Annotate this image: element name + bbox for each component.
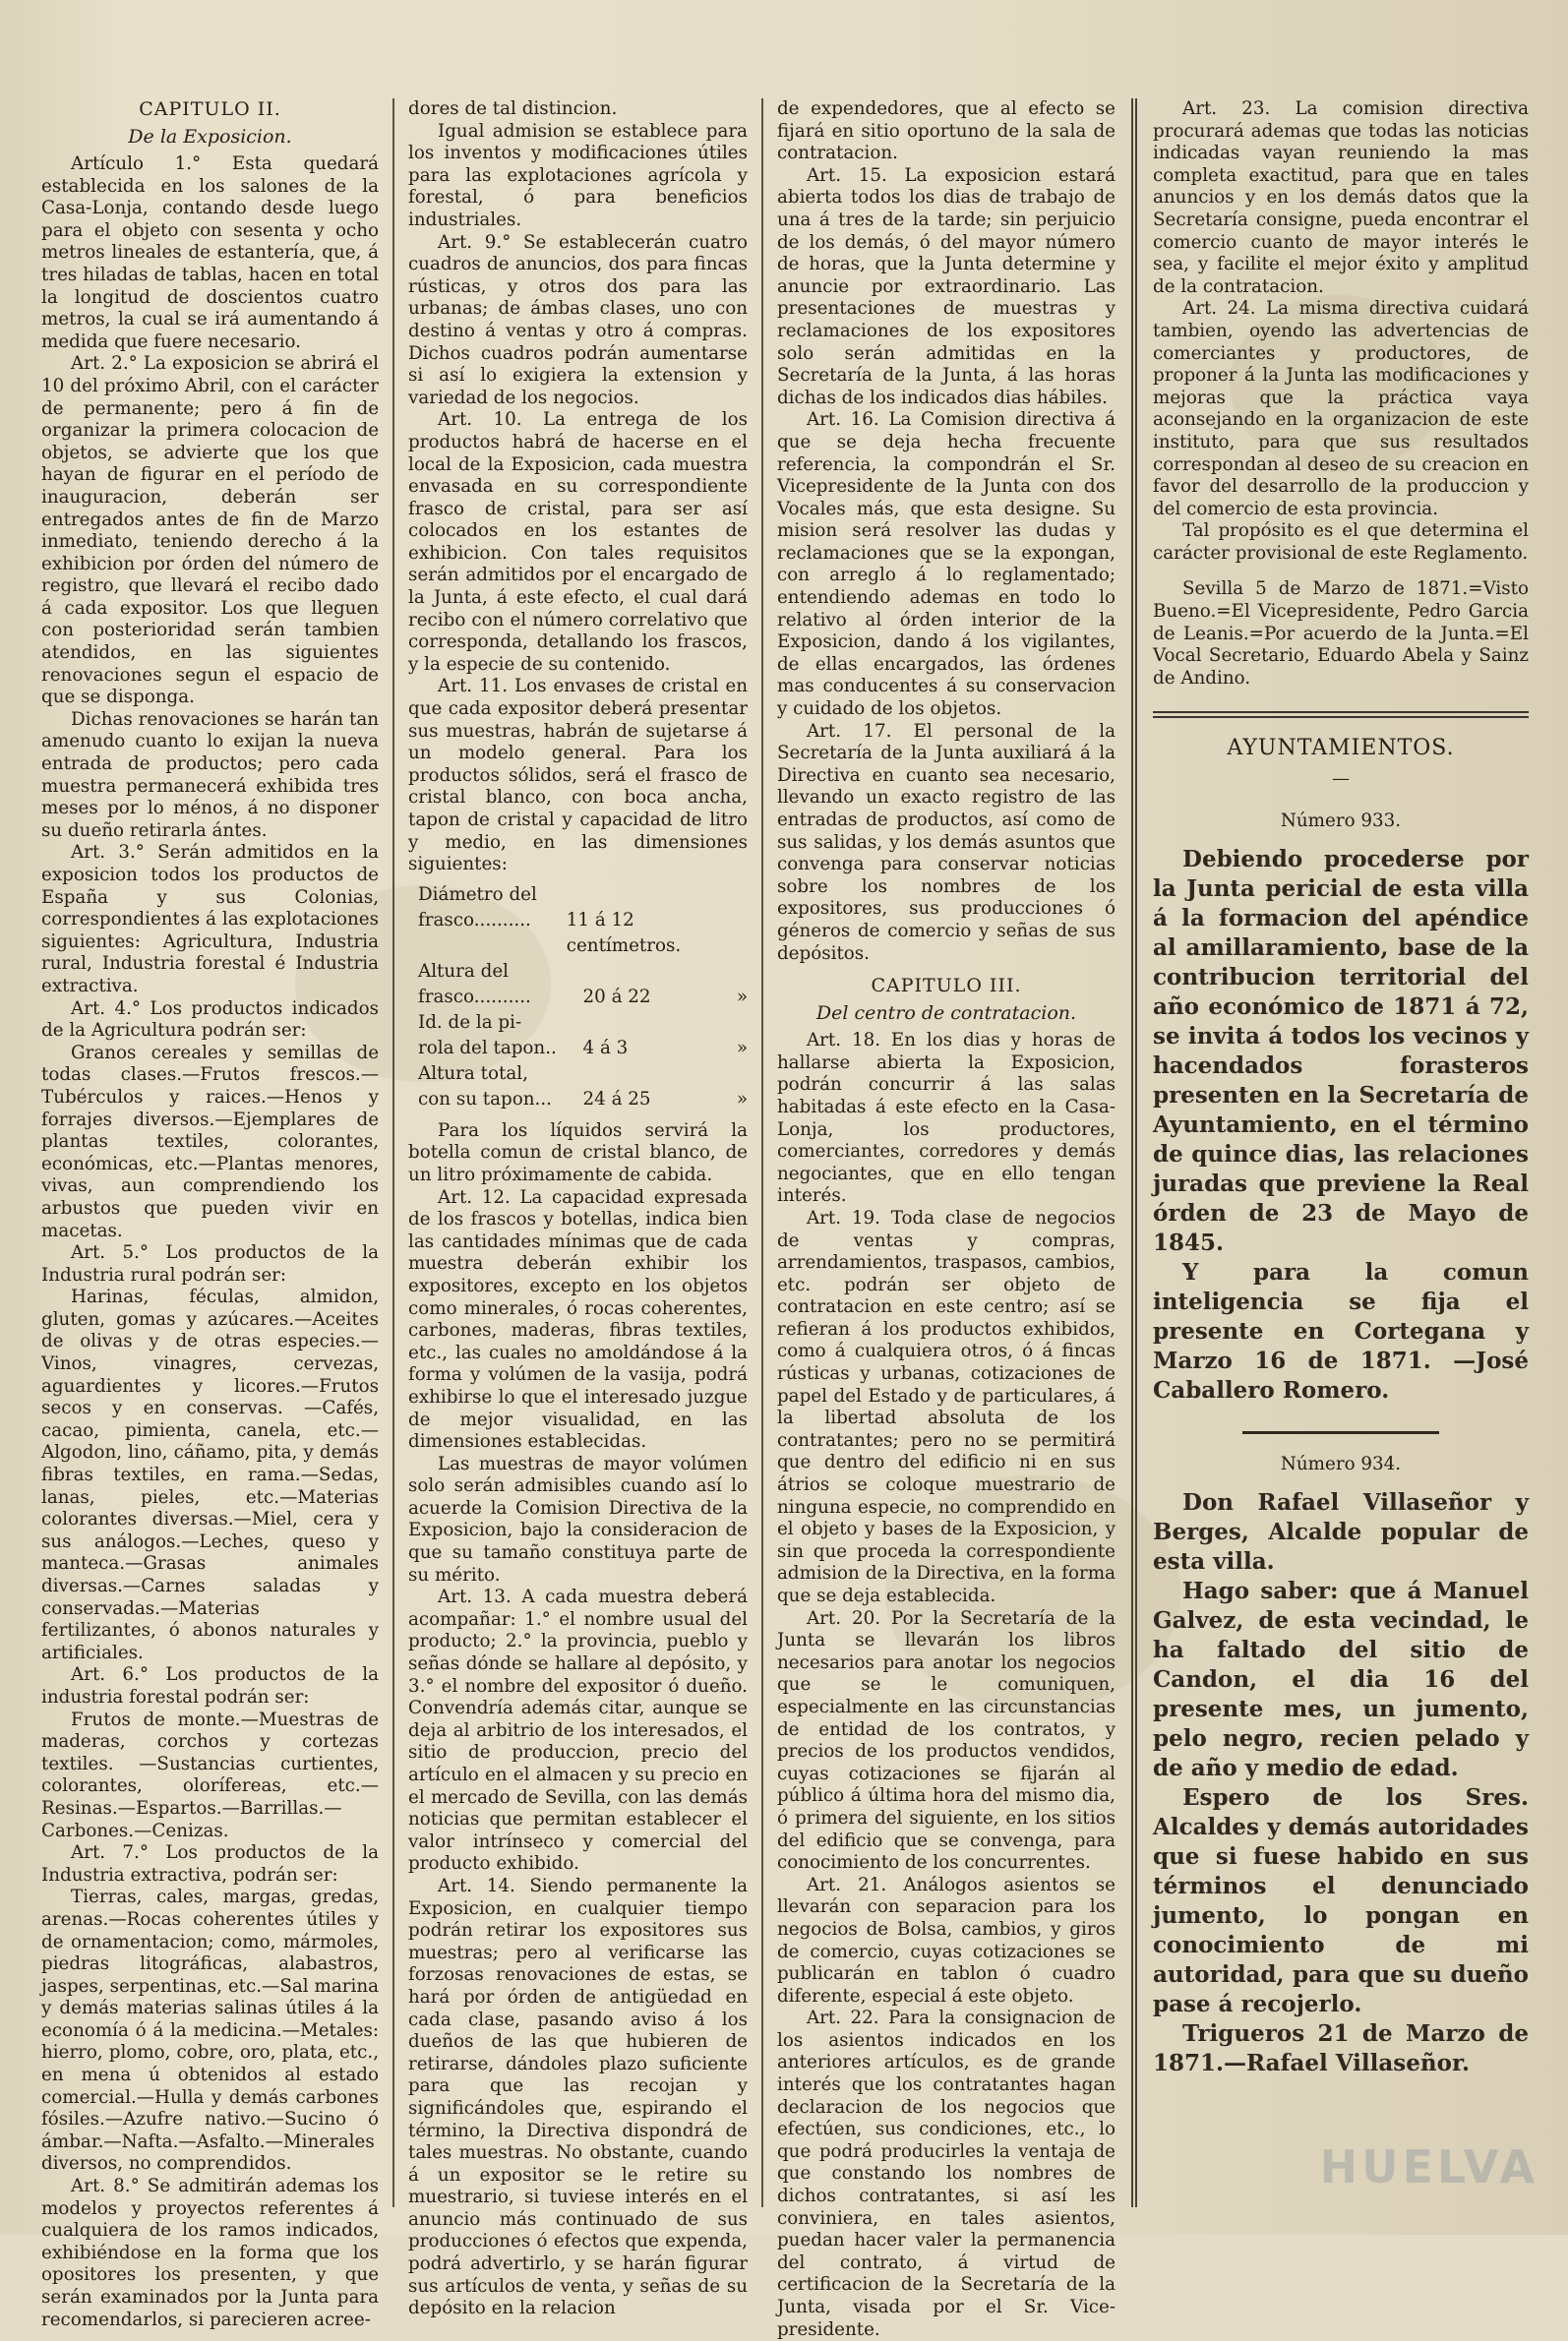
dimension-label: Id. de la pi-: [418, 1011, 522, 1033]
dimension-row: [418, 1036, 748, 1061]
article-paragraph: Las muestras de mayor volúmen solo serán admisibles cuando así lo acuerde la Comision Directiva de la Exposicion, bajo la consideracion de que su tamaño constituya parte de su mérito.: [408, 1453, 748, 1586]
notice-paragraph: Hago saber: que á Manuel Galvez, de esta vecindad, le ha faltado del sitio de Candon, el dia 16 del presente mes, un jumento, pelo negro, recien pelado y de año y medio de edad.: [1153, 1578, 1529, 1782]
article-paragraph: Art. 11. Los envases de cristal en que cada expositor deberá presentar sus muestras, habrán de sujetarse á un modelo general. Para los productos sólidos, será el frasco de cristal blanco, con boca ancha, tapon de cristal y capacidad de litro y medio, en las dimensiones siguientes:: [408, 676, 748, 875]
article-paragraph: Art. 19. Toda clase de negocios de ventas y compras, arrendamientos, traspasos, cambios, etc. podrán ser objeto de contratacion en este centro; así se refieran á los productos exhibidos, como á cualquiera otros, ó á fincas rústicas y urbanas, cotizaciones de papel del Estado y de particulares, á la libertad absoluta de los contratantes; pero no se permitirá que dentro del edificio ni en sus átrios se coloque muestrario de ninguna especie, no comprendido en el objeto y bases de la Exposicion, y sin que proceda la correspondiente admision de la Directiva, en la forma que se deja establecida.: [776, 1207, 1116, 1606]
dimension-row: [418, 908, 748, 959]
notice-number: Número 933.: [1280, 810, 1402, 832]
column-3: [763, 98, 1129, 2340]
article-paragraph: Art. 8.° Se admitirán ademas los modelos y proyectos referentes á cualquiera de los ramos indicados, exhibiéndose en la forma que los opositores los presenten, y que serán examinados por la Junta para recomendarlos, si parecieren acree-: [41, 2176, 380, 2330]
section-double-rule: [1131, 98, 1137, 2207]
left-columns: [28, 98, 1129, 2340]
chapter-iii-subtitle: Del centro de contratacion.: [815, 1002, 1077, 1025]
column-4: [1141, 98, 1540, 2207]
dimension-label: Altura total,: [418, 1062, 528, 1084]
chapter-ii-subtitle: De la Exposicion.: [128, 126, 292, 148]
article-paragraph: Art. 9.° Se establecerán cuatro cuadros de anuncios, dos para fincas rústicas, y otros dos para las urbanas; de ámbas clases, uno con destino á ventas y otro á compras. Dichos cuadros podrán aumentarse si así lo exigiera la extension y variedad de los negocios.: [408, 231, 748, 408]
article-paragraph: Art. 18. En los dias y horas de hallarse abierta la Exposicion, podrán concurrir á las salas habitadas á este efecto en la Casa-Lonja, los productores, comerciantes, corredores y demás negociantes, que en ello tengan interés.: [776, 1030, 1116, 1207]
dimension-label: Altura del: [418, 960, 509, 982]
article-paragraph: Art. 6.° Los productos de la industria forestal podrán ser:: [41, 1664, 380, 1708]
article-paragraph: Tal propósito es el que determina el carácter provisional de este Reglamento.: [1153, 520, 1529, 564]
article-paragraph: Art. 2.° La exposicion se abrirá el 10 del próximo Abril, con el carácter de permanente; pero á fin de organizar la primera colocacion de objetos, se advierte que los que hayan de figurar en el período de inauguracion, deberán ser entregados antes de fin de Marzo inmediato, teniendo derecho á la exhibicion por órden del número de registro, que llevará el recibo dado á cada expositor. Los que lleguen con posterioridad serán tambien atendidos, en las siguientes renovaciones segun el espacio de que se disponga.: [41, 353, 380, 708]
article-paragraph: Art. 21. Análogos asientos se llevarán con separacion para los negocios de Bolsa, cambios, y giros de comercio, cuyas cotizaciones se publicarán en tablon ó cuadro diferente, especial á este objeto.: [776, 1874, 1116, 2007]
article-paragraph: Art. 4.° Los productos indicados de la Agricultura podrán ser:: [41, 997, 380, 1042]
notice-number: Número 934.: [1280, 1454, 1402, 1475]
article-paragraph: Harinas, féculas, almidon, gluten, gomas y azúcares.—Aceites de olivas y de otras especies.—Vinos, vinagres, cervezas, aguardientes y licores.—Frutos secos y en conservas. —Cafés, cacao, pimienta, canela, etc.—Algodon, lino, cáñamo, pita, y demás fibras textiles, en rama.—Sedas, lanas, pieles, etc.—Materias colorantes diversas.—Miel, cera y sus análogos.—Leches, queso y manteca.—Grasas animales diversas.—Carnes saladas y conservadas.—Materias fertilizantes, ó abonos naturales y artificiales.: [41, 1287, 380, 1663]
article-paragraph: Art. 16. La Comision directiva á que se deja hecha frecuente referencia, la compondrán el Sr. Vicepresidente de la Junta con dos Vocales más, que esta designe. Su mision será resolver las dudas y reclamaciones que se la expongan, con arreglo á lo reglamentado; entendiendo ademas en todo lo relativo al órden interior de la Exposicion, dando á los vigilantes, de ellas encargados, las órdenes mas conducentes á su conservacion y cuidado de los objetos.: [776, 409, 1116, 720]
dimension-row: [418, 1010, 748, 1036]
dimension-label: Diámetro del: [418, 883, 537, 905]
dimension-ditto: »: [736, 1037, 748, 1058]
chapter-iii-title: CAPITULO III.: [871, 975, 1022, 997]
dimension-ditto: »: [736, 986, 748, 1007]
notice-divider: [1242, 1431, 1439, 1434]
library-watermark-stamp: HUELVA: [1319, 2140, 1538, 2193]
article-paragraph: de expendedores, que al efecto se fijará en sitio oportuno de la sala de contratacion.: [776, 98, 1116, 164]
dimension-row: [418, 882, 748, 908]
dimension-ditto: [720, 1010, 748, 1036]
dimension-ditto: [720, 959, 748, 985]
article-paragraph: Art. 13. A cada muestra deberá acompañar: 1.° el nombre usual del producto; 2.° la provincia, pueblo y señas dónde se hallare al depósito, y 3.° el nombre del expositor ó dueño. Convendría además citar, aunque se deja al arbitrio de los interesados, el sitio de produccion, precio del artículo en el almacen y su precio en el mercado de Sevilla, con las demás noticias que permitan establecer el valor intrínseco y comercial del producto exhibido.: [408, 1587, 748, 1875]
column-2: [394, 98, 761, 2319]
dimension-value: [583, 959, 721, 985]
article-paragraph: Art. 3.° Serán admitidos en la exposicion todos los productos de España y sus Colonias, correspondientes á las explotaciones siguientes: Agricultura, Industria rural, Industria forestal é Industria extractiva.: [41, 842, 380, 996]
dimension-value: 20 á 22: [582, 986, 651, 1007]
notice-paragraph: Y para la comun inteligencia se fija el presente en Cortegana y Marzo 16 de 1871. —José Caballero Romero.: [1153, 1259, 1529, 1405]
article-paragraph: Art. 5.° Los productos de la Industria rural podrán ser:: [41, 1242, 380, 1286]
section-divider: [1153, 711, 1529, 718]
article-paragraph: Art. 20. Por la Secretaría de la Junta se llevarán los libros necesarios para anotar los negocios que se le comuniquen, especialmente en las circunstancias de entidad de los contratos, y precios de los productos vendidos, cuyas cotizaciones se fijarán al público á última hora del mismo dia, ó primera del siguiente, en los sitios del edificio que se convenga, para conocimiento de los concurrentes.: [776, 1607, 1116, 1874]
article-paragraph: Granos cereales y semillas de todas clases.—Frutos frescos.—Tubérculos y raices.—Henos y forrajes diversos.—Ejemplares de plantas textiles, colorantes, económicas, etc.—Plantas menores, vivas, aun comprendiendo los arbustos que pueden vivir en macetas.: [41, 1042, 380, 1241]
article-paragraph: Art. 22. Para la consignacion de los asientos indicados en los anteriores artículos, es de grande interés que los contratantes hagan declaracion de los negocios que efectúen, sus condiciones, etc., lo que podrá producirles la ventaja de que constando los nombres de dichos contratantes, si así les conviniera, en tales asientos, puedan hacer valer la permanencia del contrato, á virtud de certificacion de la Secretaría de la Junta, visada por el Sr. Vice-presidente.: [776, 2008, 1116, 2340]
article-paragraph: Igual admision se establece para los inventos y modificaciones útiles para las explotaciones agrícola y forestal, ó para beneficios industriales.: [408, 120, 748, 230]
dimension-label: frasco..........: [418, 986, 531, 1007]
article-paragraph: Para los líquidos servirá la botella comun de cristal blanco, de un litro próximamente de cabida.: [408, 1119, 748, 1185]
dimension-label: rola del tapon..: [418, 1037, 557, 1058]
article-paragraph: Art. 12. La capacidad expresada de los frascos y botellas, indica bien las cantidades mínimas que de cada muestra deberán exhibir los expositores, excepto en los objetos como minerales, ó rocas coherentes, carbones, maderas, fibras textiles, etc., las cuales no amoldándose á la forma y volúmen de la vasija, podrá exhibirse lo que el interesado juzgue de mejor visualidad, en las dimensiones establecidas.: [408, 1186, 748, 1453]
article-paragraph: Tierras, cales, margas, gredas, arenas.—Rocas coherentes útiles y de ornamentacion; como, mármoles, piedras litográficas, alabastros, jaspes, serpentinas, etc.—Sal marina y demás materias salinas útiles á la economía ó á la medicina.—Metales: hierro, plomo, cobre, oro, plata, etc., en mena ú obtenidos al estado comercial.—Hulla y demás carbones fósiles.—Azufre nativo.—Sucino ó ámbar.—Nafta.—Asfalto.—Minerales diversos, no comprendidos.: [41, 1887, 380, 2175]
notice-paragraph: Don Rafael Villaseñor y Berges, Alcalde popular de esta villa.: [1153, 1489, 1529, 1576]
dimension-ditto: »: [736, 1088, 748, 1110]
bottle-dimensions-table: [408, 882, 748, 1112]
article-paragraph: Art. 10. La entrega de los productos habrá de hacerse en el local de la Exposicion, cada muestra envasada en su correspondiente frasco de cristal, para ser así colocados en los estantes de exhibicion. Con tales requisitos serán admitidos por el encargado de la Junta, á este efecto, el cual dará recibo con el número correlativo que corresponda, detallando los frascos, y la especie de su contenido.: [408, 409, 748, 675]
dimension-value: [583, 1061, 721, 1087]
article-paragraph: Art. 17. El personal de la Secretaría de la Junta auxiliará á la Directiva en cuanto sea necesario, llevando un exacto registro de las entradas de productos, así como de sus salidas, y los demás asuntos que convenga para conservar noticias sobre los nombres de los expositores, sus producciones ó géneros de comercio y señas de sus depósitos.: [776, 720, 1116, 964]
article-paragraph: Frutos de monte.—Muestras de maderas, corchos y cortezas textiles. —Sustancias curtientes, colorantes, olorífereas, etc.—Resinas.—Espartos.—Barrillas.—Carbones.—Cenizas.: [41, 1709, 380, 1841]
column-1: [28, 98, 392, 2330]
ayuntamientos-heading: AYUNTAMIENTOS.: [1227, 736, 1455, 761]
chapter-ii-title: CAPITULO II.: [139, 98, 281, 120]
article-paragraph: Art. 15. La exposicion estará abierta todos los dias de trabajo de una á tres de la tarde; sin perjuicio de los demás, ó del mayor número de horas, que la Junta determine y anuncie por extraordinario. Las presentaciones de muestras y reclamaciones de los expositores solo serán admitidas en la Secretaría de la Junta, á las horas dichas de los indicados dias hábiles.: [776, 164, 1116, 408]
dimension-value: 11 á 12 centímetros.: [566, 909, 682, 956]
dimension-value: 4 á 3: [582, 1037, 629, 1058]
heading-dash: —: [1332, 768, 1350, 790]
dimension-row: [418, 1061, 748, 1087]
dimension-ditto: [720, 1061, 748, 1087]
notice-paragraph: Trigueros 21 de Marzo de 1871.—Rafael Villaseñor.: [1153, 2020, 1529, 2077]
regulation-signature: Sevilla 5 de Marzo de 1871.=Visto Bueno.=El Vicepresidente, Pedro Garcia de Leanis.=Por acuerdo de la Junta.=El Vocal Secretario, Eduardo Abela y Sainz de Andino.: [1153, 578, 1529, 689]
article-paragraph: Art. 14. Siendo permanente la Exposicion, en cualquier tiempo podrán retirar los expositores sus muestras; pero al verificarse las forzosas renovaciones de estas, se hará por órden de antigüedad en cada clase, pasando aviso á los dueños de las que hubieren de retirarse, dándoles plazo suficiente para que las recojan y significándoles que, espirando el término, la Directiva dispondrá de tales muestras. No obstante, cuando á un expositor se le retire su muestrario, si tuviese interés en el anuncio más continuado de sus producciones ó efectos que expenda, podrá advertirlo, y se harán figurar sus artículos de venta, y señas de su depósito en la relacion: [408, 1875, 748, 2319]
dimension-value: [583, 882, 721, 908]
article-paragraph: Art. 7.° Los productos de la Industria extractiva, podrán ser:: [41, 1842, 380, 1886]
dimension-value: 24 á 25: [582, 1088, 651, 1110]
article-paragraph: Art. 24. La misma directiva cuidará tambien, oyendo las advertencias de comerciantes y productores, de proponer á la Junta las modificaciones y mejoras que la práctica vaya aconsejando en la organizacion de este instituto, para que sus resultados correspondan al deseo de su creacion en favor del desarrollo de la produccion y del comercio de esta provincia.: [1153, 298, 1529, 519]
dimension-row: [418, 1087, 748, 1112]
dimension-value: [583, 1010, 721, 1036]
notice-paragraph: Espero de los Sres. Alcaldes y demás autoridades que si fuese habido en sus términos el denunciado jumento, lo pongan en conocimiento de mi autoridad, para que su dueño pase á recojerlo.: [1153, 1784, 1529, 2018]
article-paragraph: Dichas renovaciones se harán tan amenudo cuanto lo exijan la nueva entrada de productos; pero cada muestra permanecerá exhibida tres meses por lo ménos, á no disponer su dueño retirarla ántes.: [41, 708, 380, 841]
article-paragraph: dores de tal distincion.: [408, 98, 618, 119]
dimension-label: con su tapon...: [418, 1088, 552, 1110]
dimension-label: frasco..........: [418, 909, 531, 930]
dimension-ditto: [720, 882, 748, 908]
article-paragraph: Artículo 1.° Esta quedará establecida en los salones de la Casa-Lonja, contando desde luego para el objeto con sesenta y ocho metros lineales de estantería, que, á tres hiladas de tablas, hacen en total la longitud de doscientos cuatro metros, la cual se irá aumentando á medida que fuere necesario.: [41, 153, 380, 352]
notice-paragraph: Debiendo procederse por la Junta pericial de esta villa á la formacion del apéndice al amillaramiento, base de la contribucion territorial del año económico de 1871 á 72, se invita á todos los vecinos y hacendados forasteros presenten en la Secretaría de Ayuntamiento, en el término de quince dias, las relaciones juradas que previene la Real órden de 23 de Mayo de 1845.: [1153, 846, 1529, 1257]
article-paragraph: Art. 23. La comision directiva procurará ademas que todas las noticias indicadas vayan reuniendo la mas completa exactitud, para que en tales anuncios y en los demás datos que la Secretaría consigne, pueda encontrar el comercio cuanto de mayor interés le sea, y facilite el mejor éxito y amplitud de la contratacion.: [1153, 98, 1529, 297]
dimension-ditto: [723, 908, 748, 959]
dimension-row: [418, 959, 748, 985]
dimension-row: [418, 985, 748, 1010]
